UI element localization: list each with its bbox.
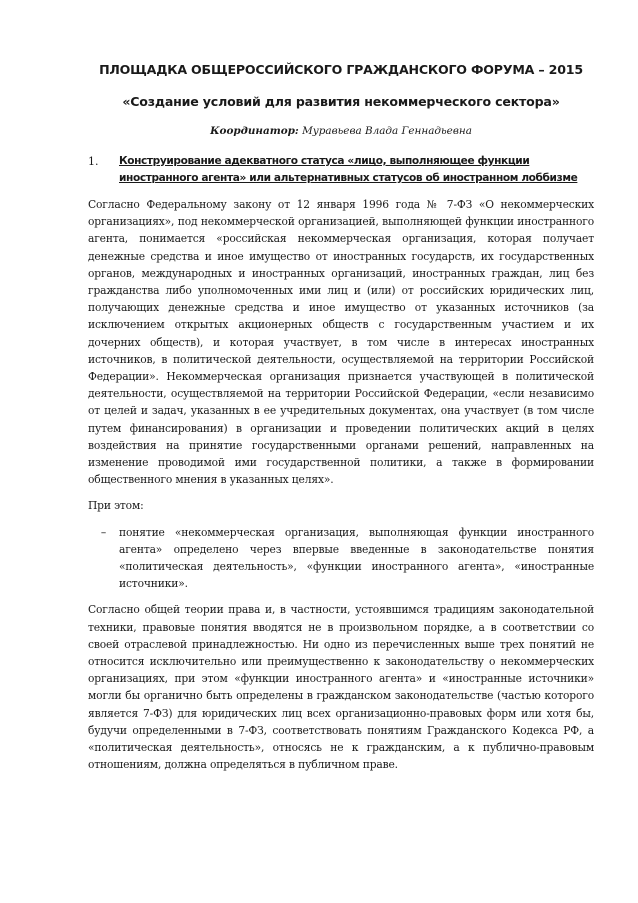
section-number: 1. [88, 155, 99, 168]
list-item [88, 524, 594, 593]
document-title: ПЛОЩАДКА ОБЩЕРОССИЙСКОГО ГРАЖДАНСКОГО ФОРУМА – 2015 [99, 62, 583, 77]
coordinator-label: Координатор: [210, 125, 299, 137]
coordinator-name: Муравьева Влада Геннадьевна [302, 125, 472, 137]
paragraph-intro: При этом: [88, 499, 144, 513]
document-subtitle: «Создание условий для развития некоммерческого сектора» [122, 94, 560, 109]
coordinator-line [88, 124, 594, 138]
paragraph-legal-theory: Согласно общей теории права и, в частности, устоявшимся традициям законодательной техники, правовые понятия вводятся не в произвольном порядке, а в соответствии со своей отраслевой принадлежностью. Ни одно из перечисленных выше трех понятий не относится исключительно или преимущественно к законодательству о некоммерческих организациях, при этом «функции иностранного агента» и «иностранные источники» могли бы органично быть определены в гражданском законодательстве (частью которого является 7-ФЗ) для юридических лиц всех организационно-правовых форм или хотя бы, будучи определенными в 7-ФЗ, соответствовать понятиям Гражданского Кодекса РФ, а «политическая деятельность», относясь не к гражданским, а к публично-правовым отношениям, должна определяться в публичном праве. [88, 603, 594, 772]
list-item-text: понятие «некоммерческая организация, выполняющая функции иностранного агента» определено через впервые введенные в законодательстве понятия «политическая деятельность», «функции иностранного агента», «иностранные источники». [119, 525, 594, 591]
paragraph-law-definition: Согласно Федеральному закону от 12 января 1996 года № 7-ФЗ «О некоммерческих организациях», под некоммерческой организацией, выполняющей функции иностранного агента, понимается «российская некоммерческая организация, которая получает денежные средства и иное имущество от иностранных государств, их государственных органов, международных и иностранных организаций, иностранных граждан, лиц без гражданства либо уполномоченных ими лиц и (или) от российских юридических лиц, получающих денежные средства и иное имущество от указанных источников (за исключением открытых акционерных обществ с государственным участием и их дочерних обществ), и которая участвует, в том числе в интересах иностранных источников, в политической деятельности, осуществляемой на территории Российской Федерации». Некоммерческая организация признается участвующей в политической деятельности, осуществляемой на территории Российской Федерации, «если независимо от целей и задач, указанных в ее учредительных документах, она участвует (в том числе путем финансирования) в организации и проведении политических акций в целях воздействия на принятие государственными органами решений, направленных на изменение проводимой ими государственной политики, а также в формировании общественного мнения в указанных целях». [88, 198, 594, 487]
section-title: Конструирование адекватного статуса «лицо, выполняющее функции иностранного агента» или альтернативных статусов об иностранном лоббизме [119, 155, 578, 184]
list-bullet: – [100, 525, 107, 539]
section-heading [88, 153, 594, 187]
